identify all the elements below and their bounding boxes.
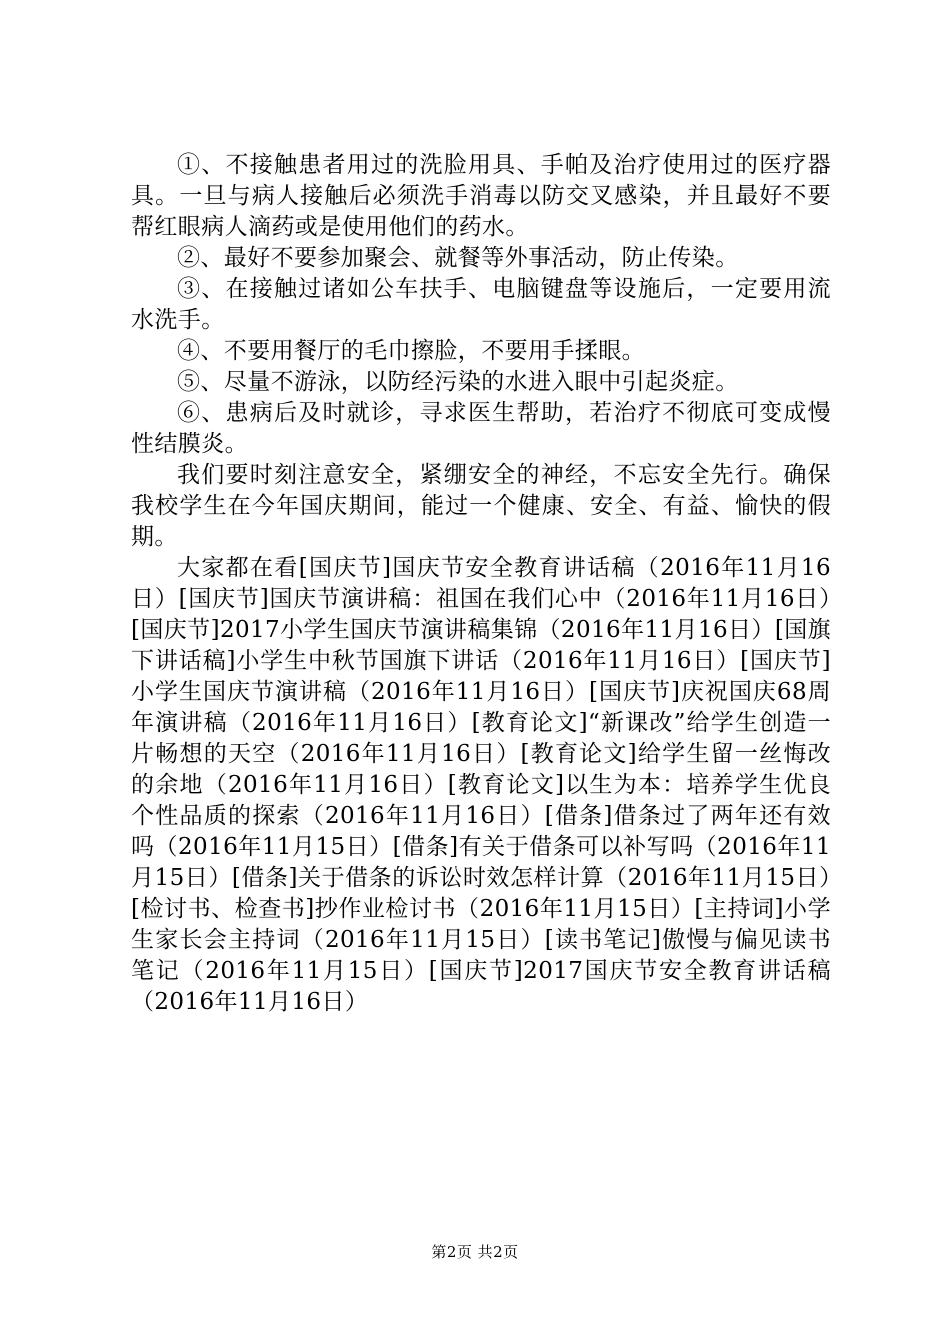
tip-paragraph-4: ④、不要用餐厅的毛巾擦脸，不要用手揉眼。 — [177, 338, 645, 364]
closing-paragraph: 我们要时刻注意安全，紧绷安全的神经，不忘安全先行。确保我校学生在今年国庆期间，能过一个健康、安全、有益、愉快的假期。 — [131, 462, 831, 550]
tip-paragraph-3: ③、在接触过诸如公车扶手、电脑键盘等设施后，一定要用流水洗手。 — [131, 276, 831, 333]
page-number-footer: 第2页 共2页 — [431, 1243, 519, 1261]
tip-paragraph-5: ⑤、尽量不游泳，以防经污染的水进入眼中引起炎症。 — [177, 369, 739, 395]
tip-paragraph-2: ②、最好不要参加聚会、就餐等外事活动，防止传染。 — [177, 245, 739, 271]
tip-paragraph-1: ①、不接触患者用过的洗脸用具、手帕及治疗使用过的医疗器具。一旦与病人接触后必须洗手消毒以防交叉感染，并且最好不要帮红眼病人滴药或是使用他们的药水。 — [131, 152, 831, 240]
related-articles-paragraph: 大家都在看[国庆节]国庆节安全教育讲话稿（2016年11月16日）[国庆节]国庆节演讲稿：祖国在我们心中（2016年11月16日）[国庆节]2017小学生国庆节演讲稿集锦（2016年11月16日）[国旗下讲话稿]小学生中秋节国旗下讲话（2016年11月16日）[国庆节]小学生国庆节演讲稿（2016年11月16日）[国庆节]庆祝国庆68周年演讲稿（2016年11月16日）[教育论文]“新课改”给学生创造一片畅想的天空（2016年11月16日）[教育论文]给学生留一丝悔改的余地（2016年11月16日）[教育论文]以生为本：培养学生优良个性品质的探索（2016年11月16日）[借条]借条过了两年还有效吗（2016年11月15日）[借条]有关于借条可以补写吗（2016年11月15日）[借条]关于借条的诉讼时效怎样计算（2016年11月15日）[检讨书、检查书]抄作业检讨书（2016年11月15日）[主持词]小学生家长会主持词（2016年11月15日）[读书笔记]傲慢与偏见读书笔记（2016年11月15日）[国庆节]2017国庆节安全教育讲话稿（2016年11月16日） — [131, 555, 831, 1015]
tip-paragraph-6: ⑥、患病后及时就诊，寻求医生帮助，若治疗不彻底可变成慢性结膜炎。 — [131, 400, 831, 457]
document-body — [131, 150, 831, 1018]
